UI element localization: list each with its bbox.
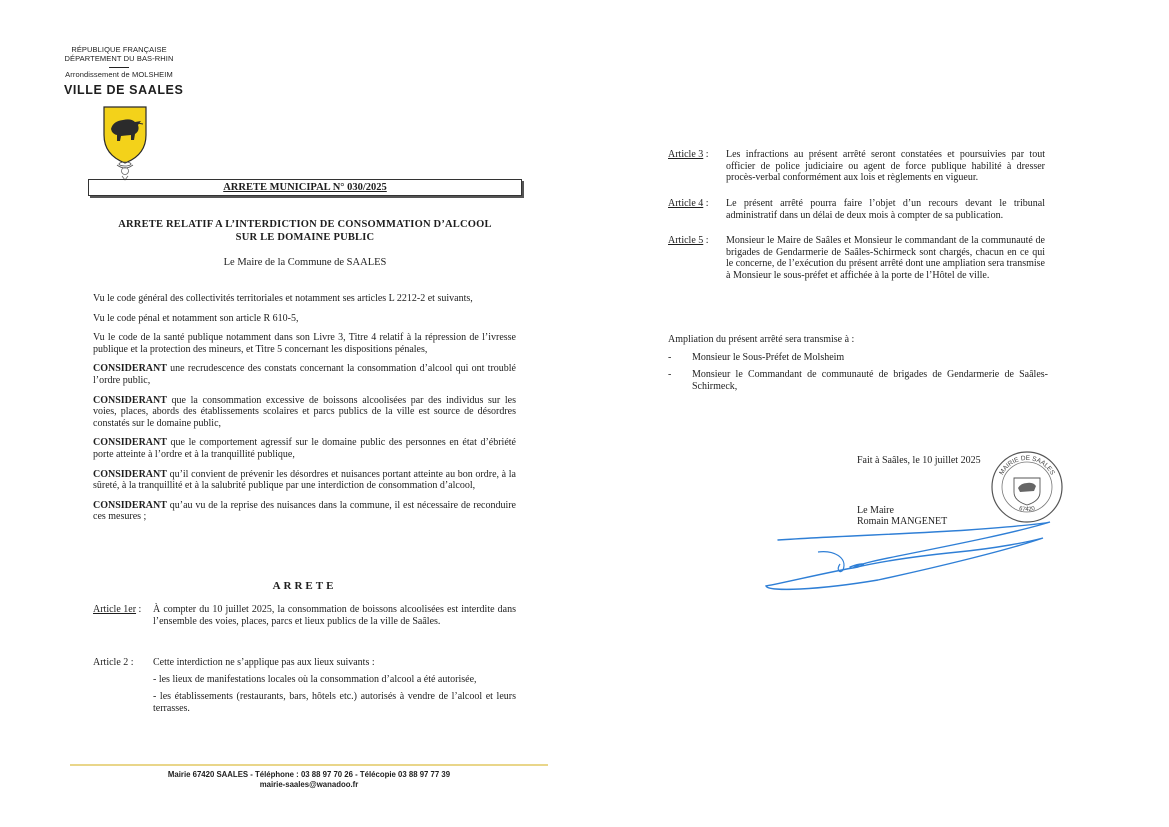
article-2-intro: Cette interdiction ne s’applique pas aux lieux suivants : <box>153 657 375 668</box>
article-4-text: Le présent arrêté pourra faire l’objet d’un recours devant le tribunal administratif dans un délai de deux mois à compter de sa publication. <box>726 198 1045 221</box>
considerant-item: CONSIDERANT que le comportement agressif sur le domaine public des personnes en état d’ébriété porte atteinte à l’ordre et à la tranquillité publique, <box>93 437 516 460</box>
arrete-number: ARRETE MUNICIPAL N° 030/2025 <box>223 182 387 193</box>
article-2-label: Article 2 : <box>93 657 134 668</box>
arrete-heading: ARRETE <box>272 580 337 592</box>
coat-of-arms-icon <box>101 101 149 185</box>
footer-email: mairie-saales@wanadoo.fr <box>259 780 359 789</box>
article-3-label: Article 3 <box>668 149 704 160</box>
considerant-item: Vu le code de la santé publique notamment dans son Livre 3, Titre 4 relatif à la répression de l’ivresse publique et la protection des mineurs, et Titre 5 concernant les dispositions pénales, <box>93 332 516 355</box>
considerant-item: Vu le code général des collectivités territoriales et notamment ses articles L 2212-2 et suivants, <box>93 293 473 304</box>
article-5-text: Monsieur le Maire de Saâles et Monsieur le commandant de la communauté de brigades de Gendarmerie de Saâles-Schirmeck sont chargés, chacun en ce qui le concerne, de l’exécution du présent arrêté dont une ampliation sera transmise à Monsieur le sous-préfet et affichée à la porte de l’Hôtel de ville. <box>726 235 1045 281</box>
considerant-item: CONSIDERANT que la consommation excessive de boissons alcoolisées par des individus sur les voies, places, abords des établissements scolaires et parcs publics de la ville est source de désordres constatés sur le domaine public, <box>93 394 516 429</box>
ampliation-intro: Ampliation du présent arrêté sera transmise à : <box>668 334 855 345</box>
footer-rule <box>70 764 548 766</box>
considerant-item: Vu le code pénal et notamment son article R 610-5, <box>93 312 299 324</box>
article-3-text: Les infractions au présent arrêté seront constatées et poursuivies par tout officier de police judiciaire ou agent de force publique habilité à dresser procès-verbal conformément aux lois et règlements en vigueur. <box>726 149 1045 184</box>
subject-line-1: ARRETE RELATIF A L’INTERDICTION DE CONSOMMATION D’ALCOOL <box>118 219 492 230</box>
considerant-item: CONSIDERANT qu’il convient de prévenir les désordres et nuisances portant atteinte au bon ordre, à la sûreté, à la tranquillité et à la salubrité publique par une interdiction de consommation d’alcool, <box>93 468 516 492</box>
article-2-item: - les lieux de manifestations locales où la consommation d’alcool a été autorisée, <box>153 674 477 685</box>
maire-line: Le Maire de la Commune de SAALES <box>223 257 387 268</box>
page-footer <box>70 770 548 790</box>
subject-line-2: SUR LE DOMAINE PUBLIC <box>235 231 375 243</box>
seal-bottom-text: 67420 <box>1018 505 1036 514</box>
article-1: Article 1er : À compter du 10 juillet 2025, la consommation de boissons alcoolisées est interdite dans l’ensemble des voies, places, parcs et lieux publics de la ville de Saâles. <box>93 604 516 627</box>
republic-header <box>62 46 176 80</box>
departement-label: DÉPARTEMENT DU BAS-RHIN <box>64 53 174 63</box>
arrondissement-label: Arrondissement de MOLSHEIM <box>65 70 173 80</box>
considerant-item: CONSIDERANT qu’au vu de la reprise des nuisances dans la commune, il est nécessaire de reconduire ces mesures ; <box>93 499 516 523</box>
signature-place-date: Fait à Saâles, le 10 juillet 2025 <box>857 455 981 466</box>
considerant-item: CONSIDERANT une recrudescence des constats concernant la consommation d’alcool qui ont troublé l’ordre public, <box>93 363 516 386</box>
article-1-text: À compter du 10 juillet 2025, la consommation de boissons alcoolisées est interdite dans l’ensemble des voies, places, parcs et lieux publics de la ville de Saâles. <box>153 604 516 627</box>
arrete-subject <box>95 219 515 244</box>
seal-top-text: MAIRIE DE SAALES <box>998 454 1056 477</box>
signatory-name: Romain MANGENET <box>857 516 948 528</box>
handwritten-signature <box>758 512 1058 592</box>
footer-contact: Mairie 67420 SAALES - Téléphone : 03 88 97 70 26 - Télécopie 03 88 97 77 39 <box>167 770 451 779</box>
article-5-label: Article 5 <box>668 235 704 246</box>
republique-label: RÉPUBLIQUE FRANÇAISE <box>71 45 167 54</box>
signatory-title: Le Maire <box>857 505 894 516</box>
article-4-label: Article 4 <box>668 198 704 209</box>
article-2-item: - les établissements (restaurants, bars, hôtels etc.) autorisés à vendre de l’alcool et leurs terrasses. <box>153 691 516 714</box>
article-2 <box>93 657 516 727</box>
considerants-list <box>93 293 516 531</box>
ampliation-item: - Monsieur le Commandant de communauté de brigades de Gendarmerie de Saâles-Schirmeck, <box>668 369 1048 392</box>
article-1-label: Article 1er <box>93 604 137 615</box>
ampliation-item: - Monsieur le Sous-Préfet de Molsheim <box>668 351 845 363</box>
header-divider <box>109 67 129 68</box>
arrete-number-box <box>88 179 522 196</box>
right-page <box>585 0 1169 827</box>
ampliation-block <box>668 334 1048 392</box>
town-name: VILLE DE SAALES <box>64 83 184 97</box>
